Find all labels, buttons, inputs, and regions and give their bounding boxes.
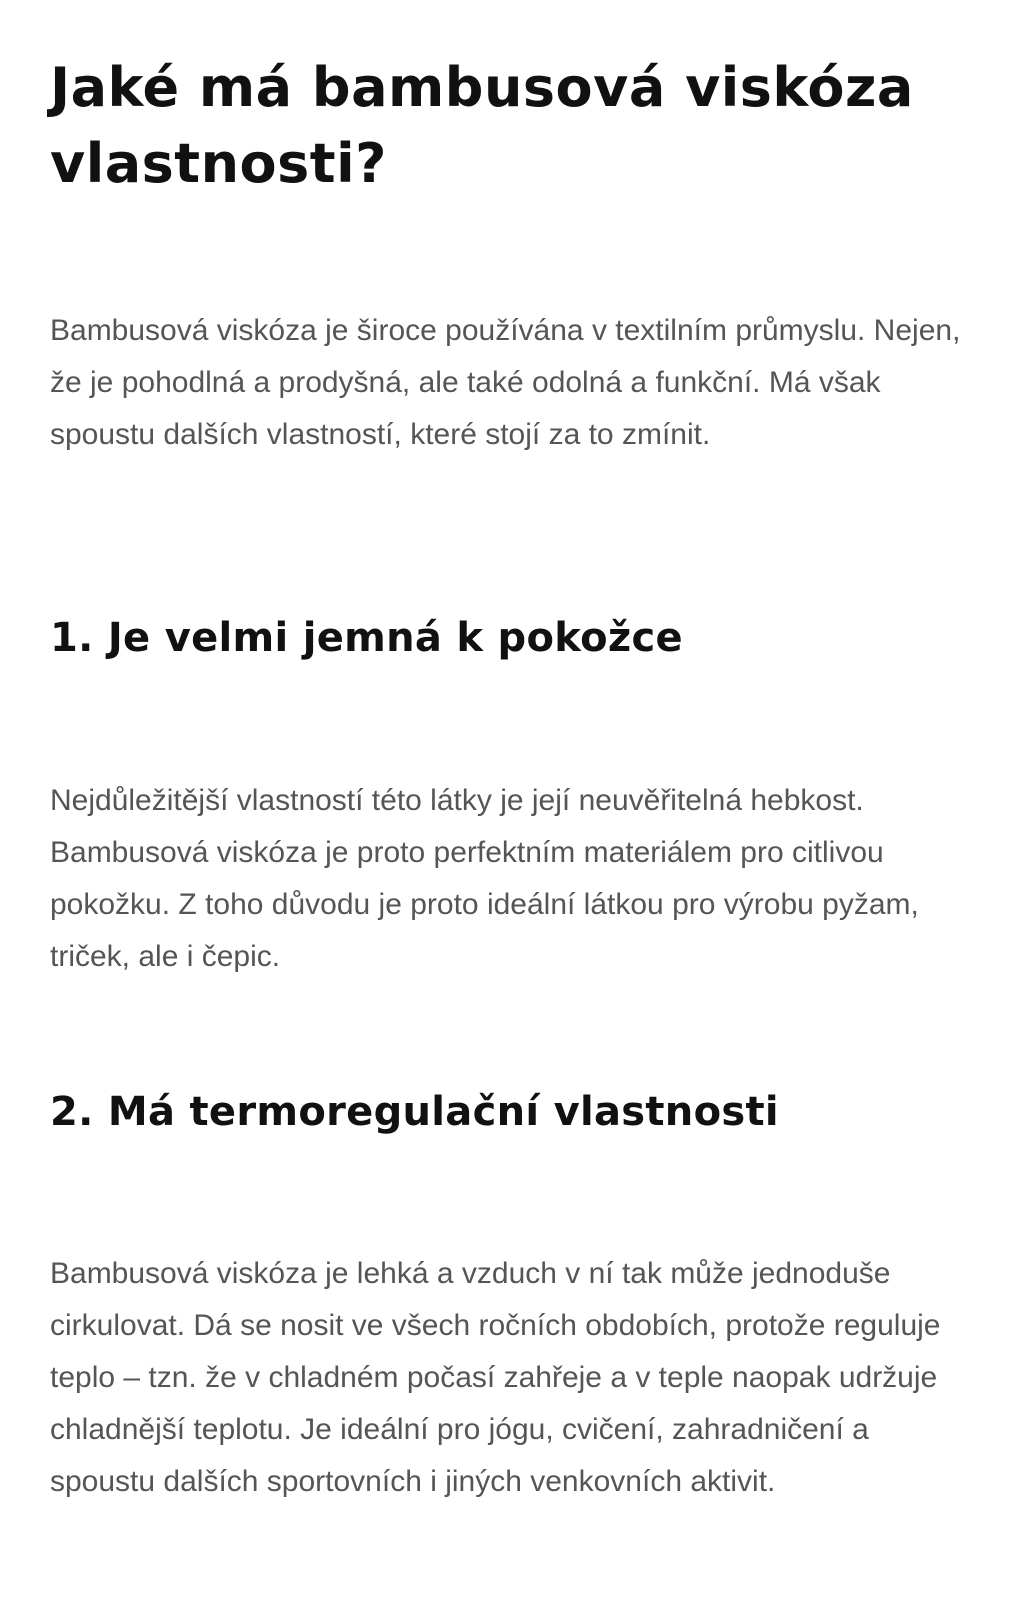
intro-paragraph: Bambusová viskóza je široce používána v textilním průmyslu. Nejen, že je pohodlná a prodyšná, ale také odolná a funkční. Má však spoustu dalších vlastností, které stojí za to zmínit. (50, 314, 961, 451)
section-paragraph-2: Bambusová viskóza je lehká a vzduch v ní tak může jednoduše cirkulovat. Dá se nosit ve všech ročních obdobích, protože reguluje teplo – tzn. že v chladném počasí zahřeje a v teple naopak udržuje chladnější teplotu. Je ideální pro jógu, cvičení, zahradničení a spoustu dalších sportovních i jiných venkovních aktivit. (50, 1257, 941, 1498)
section-heading-1: 1. Je velmi jemná k pokožce (50, 615, 683, 661)
article-title: Jaké má bambusová viskóza vlastnosti? (50, 56, 914, 195)
section-heading-2: 2. Má termoregulační vlastnosti (50, 1089, 779, 1135)
section-paragraph-1: Nejdůležitější vlastností této látky je její neuvěřitelná hebkost. Bambusová viskóza je proto perfektním materiálem pro citlivou pokožku. Z toho důvodu je proto ideální látkou pro výrobu pyžam, triček, ale i čepic. (50, 784, 919, 973)
